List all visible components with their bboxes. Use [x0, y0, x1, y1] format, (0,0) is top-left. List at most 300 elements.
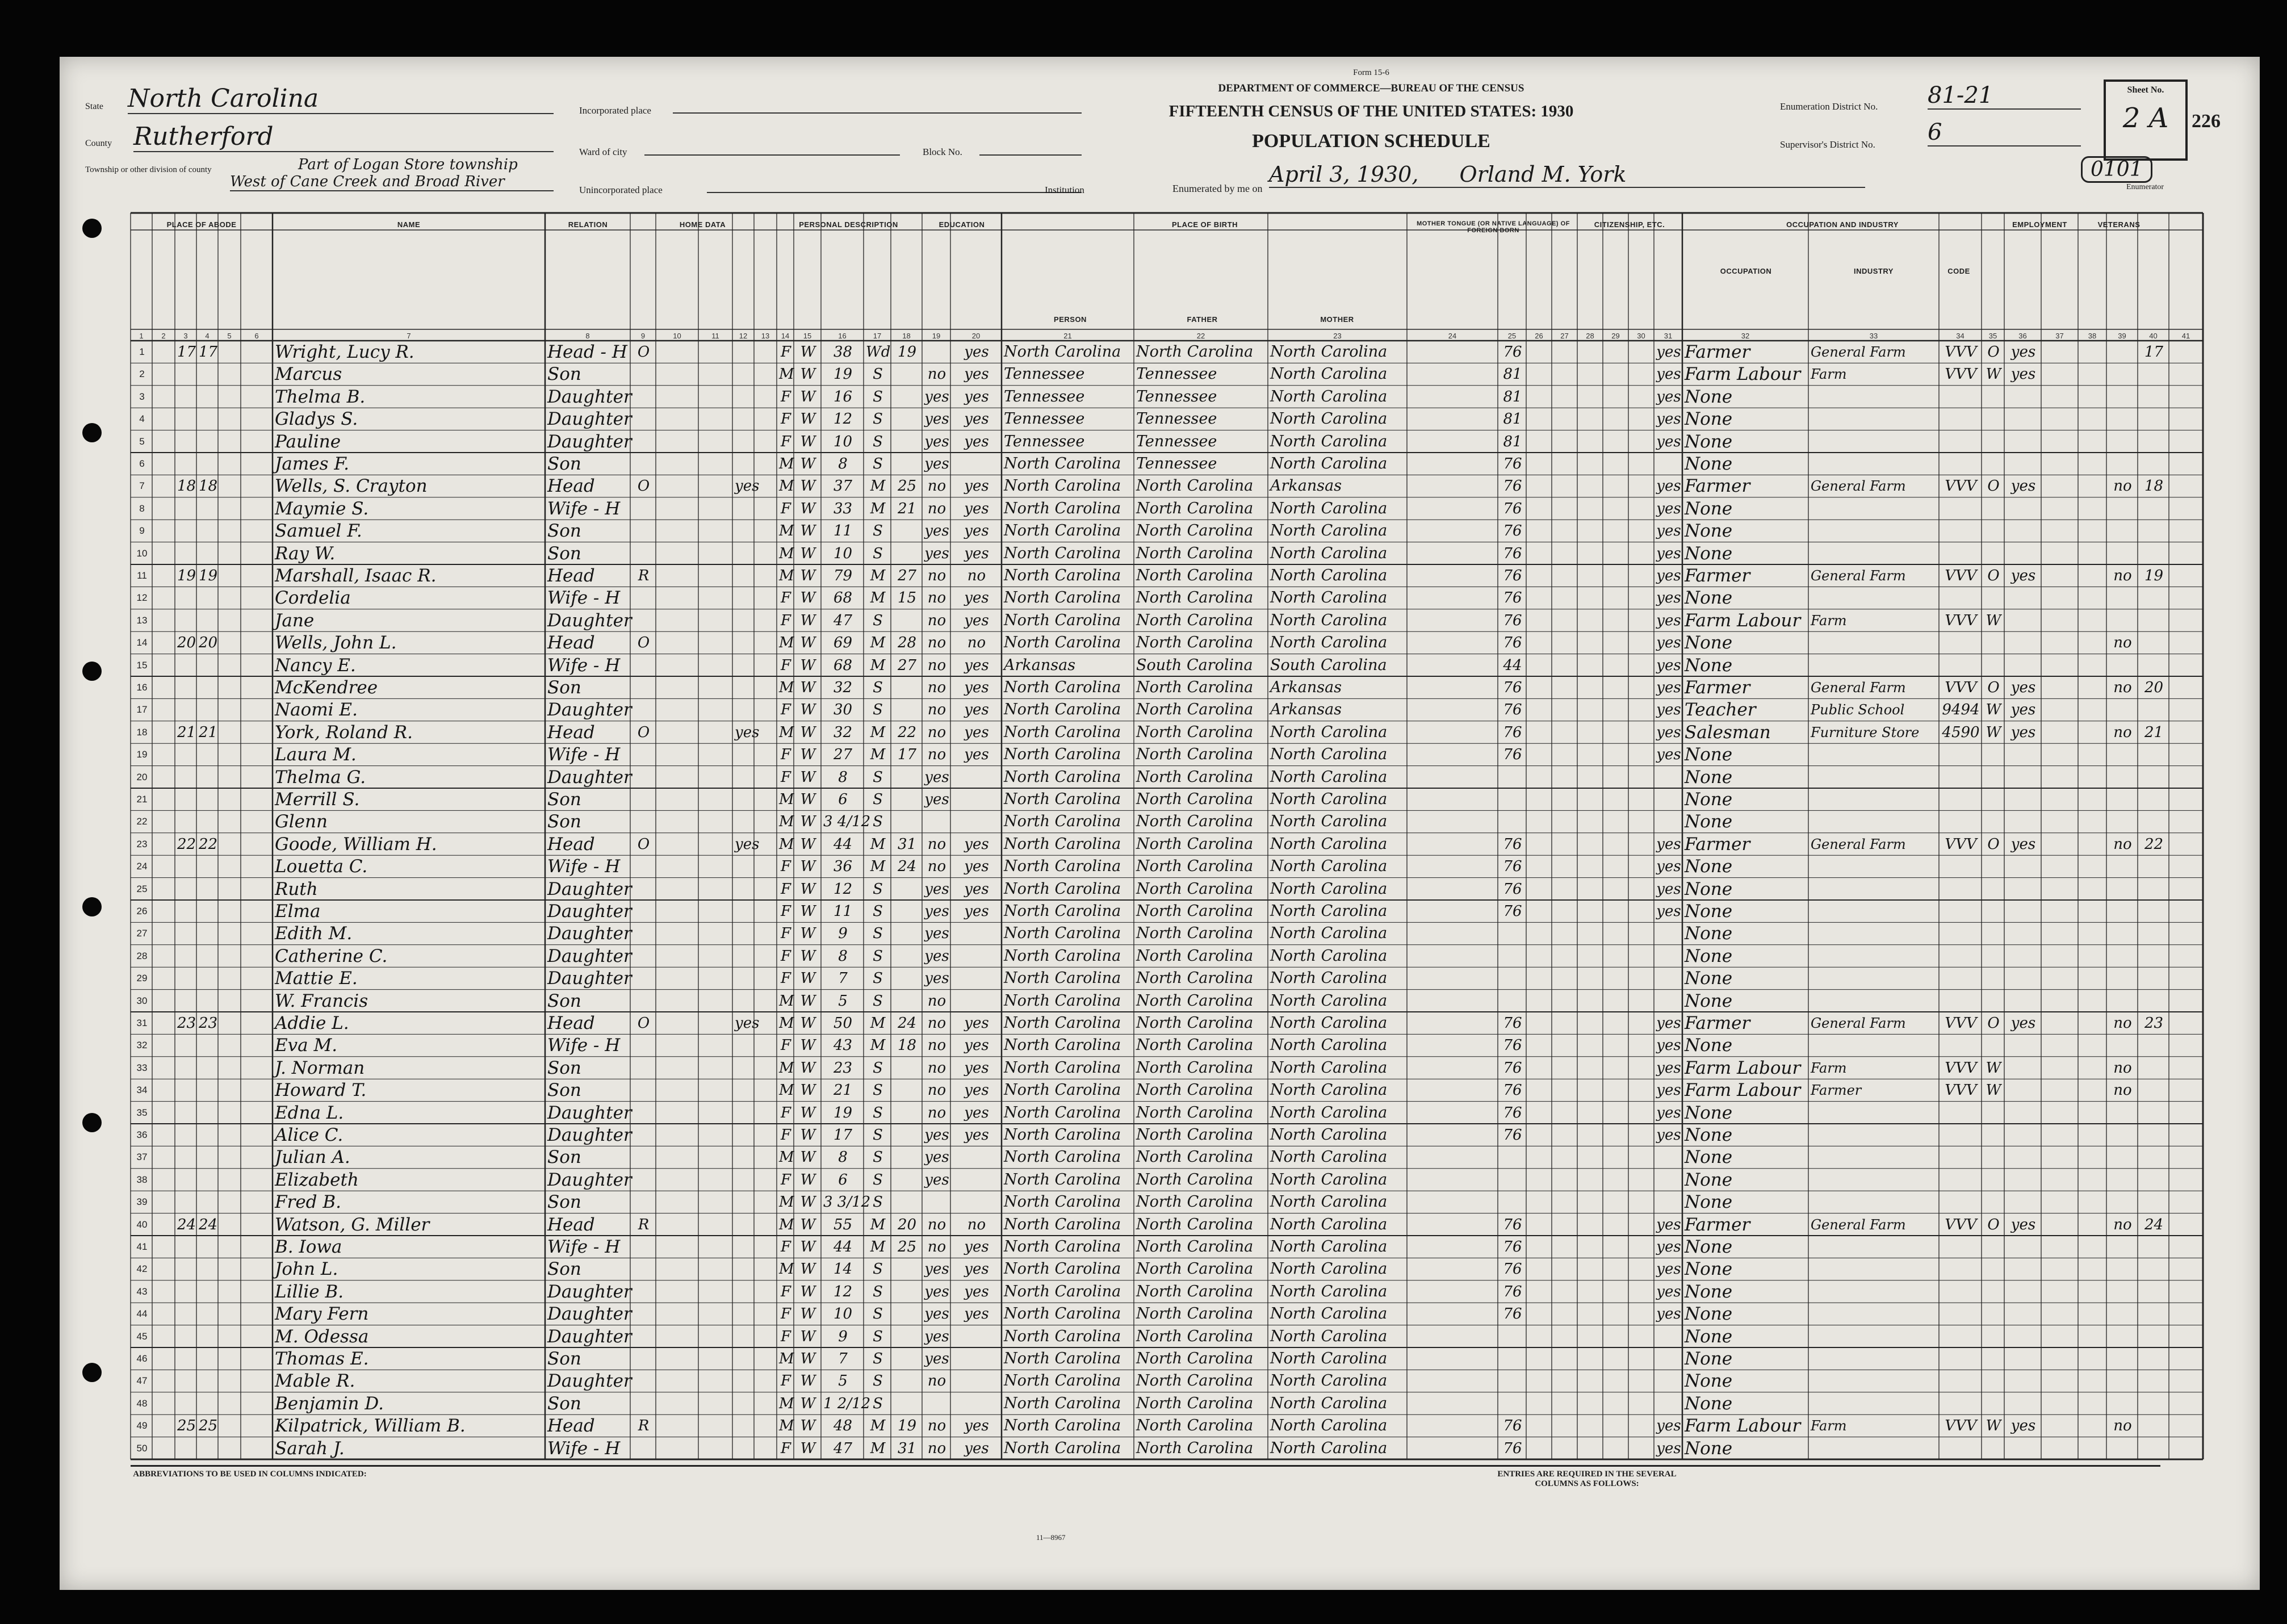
cell-rd: yes: [964, 1439, 989, 1457]
cell-fbp: North Carolina: [1136, 343, 1254, 361]
cell-mbp: North Carolina: [1270, 1439, 1388, 1457]
cell-race: W: [800, 1305, 816, 1323]
enumerator-suffix: Enumerator: [2126, 183, 2164, 191]
cell-occ: None: [1685, 968, 1733, 989]
corner-code: 0101: [2081, 156, 2152, 183]
cell-age: 1 2/12: [823, 1395, 871, 1412]
cell-occ: Farmer: [1685, 566, 1750, 586]
cell-race: W: [800, 1417, 816, 1435]
cell-mbp: North Carolina: [1270, 1327, 1388, 1345]
cell-n: 12: [136, 592, 148, 604]
cell-rel: Wife - H: [547, 856, 621, 877]
institution-label: Institution: [1045, 185, 1084, 195]
cell-fbp: North Carolina: [1136, 1327, 1254, 1345]
cell-eng: yes: [1656, 567, 1681, 584]
cell-fbp: North Carolina: [1136, 991, 1254, 1010]
cell-name: Lillie B.: [275, 1281, 344, 1302]
group-employment: EMPLOYMENT: [2012, 220, 2067, 229]
cell-cw: W: [1986, 723, 2001, 741]
cell-sex: F: [780, 1439, 791, 1457]
cell-rel: Daughter: [547, 386, 632, 407]
group-veterans: VETERANS: [2097, 220, 2141, 229]
cell-num: 24: [2144, 1216, 2164, 1233]
cell-sch: no: [927, 1372, 946, 1390]
cell-name: Glenn: [275, 811, 328, 832]
cell-bp: North Carolina: [1004, 1260, 1121, 1278]
cell-num: 18: [2144, 478, 2164, 495]
cell-sex: M: [779, 1149, 794, 1166]
cell-rd: yes: [964, 746, 989, 764]
cell-mbp: North Carolina: [1270, 343, 1388, 361]
cell-name: Eva M.: [275, 1035, 338, 1056]
cell-name: Gladys S.: [275, 409, 358, 430]
cell-rd: yes: [964, 903, 989, 920]
cell-sex: F: [780, 433, 791, 450]
cell-fbp: North Carolina: [1136, 857, 1254, 876]
cell-bp: North Carolina: [1004, 768, 1121, 786]
cell-name: Mattie E.: [275, 968, 358, 989]
cell-sch: yes: [924, 433, 949, 450]
cell-radio: yes: [735, 723, 760, 741]
cell-sch: no: [927, 701, 946, 719]
cell-race: W: [800, 567, 816, 584]
cell-sch: no: [927, 746, 946, 764]
cell-ind: Farm: [1811, 366, 1847, 383]
cell-race: W: [800, 813, 816, 831]
cell-ms: S: [873, 701, 883, 719]
punch-hole: [82, 897, 102, 916]
cell-rel: Son: [547, 1057, 581, 1078]
column-number: 38: [2088, 332, 2097, 340]
cell-n: 32: [136, 1040, 148, 1051]
cell-sex: M: [779, 1350, 794, 1367]
occ-header-code: CODE: [1947, 267, 1970, 275]
cell-name: Maymie S.: [275, 498, 369, 519]
cell-n: 46: [136, 1353, 148, 1364]
cell-rel: Daughter: [547, 923, 632, 944]
cell-n: 35: [136, 1107, 148, 1118]
sheet-value: 2 A: [2122, 102, 2169, 134]
cell-fbp: North Carolina: [1136, 924, 1254, 943]
cell-fbp: North Carolina: [1136, 1193, 1254, 1211]
cell-ind: Furniture Store: [1811, 724, 1920, 740]
cell-age: 30: [833, 701, 853, 719]
cell-race: W: [800, 1149, 816, 1166]
column-number: 24: [1448, 332, 1457, 340]
cell-race: W: [800, 366, 816, 383]
cell-ms: S: [873, 925, 883, 943]
cell-bp: North Carolina: [1004, 991, 1121, 1010]
cell-race: W: [800, 634, 816, 652]
cell-ms: Wd: [866, 344, 891, 361]
cell-n: 7: [139, 480, 145, 492]
cell-name: Ray W.: [275, 543, 336, 564]
cell-rel: Daughter: [547, 1102, 632, 1123]
cell-bp: North Carolina: [1004, 902, 1121, 920]
cell-eng: yes: [1656, 656, 1681, 674]
cell-mbp: North Carolina: [1270, 723, 1388, 741]
cell-name: Thelma B.: [275, 386, 366, 407]
cell-am: 22: [897, 723, 917, 741]
column-number: 17: [873, 332, 882, 340]
cell-sex: F: [780, 858, 791, 876]
ward-label: Ward of city: [579, 147, 627, 157]
cell-n: 49: [136, 1420, 148, 1432]
cell-emp: yes: [2010, 1417, 2036, 1435]
cell-sch: no: [927, 835, 946, 853]
cell-race: W: [800, 1283, 816, 1300]
cell-race: W: [800, 723, 816, 741]
cell-n: 40: [136, 1219, 148, 1230]
cell-mbp: North Carolina: [1270, 835, 1388, 853]
column-number: 29: [1611, 332, 1620, 340]
column-number: 16: [838, 332, 847, 340]
cell-rd: yes: [964, 545, 989, 562]
cell-mbp: North Carolina: [1270, 589, 1388, 607]
cell-mbp: Arkansas: [1270, 477, 1342, 495]
cell-bp: North Carolina: [1004, 1372, 1121, 1390]
cell-age: 47: [833, 1439, 853, 1457]
state-label: State: [85, 102, 103, 111]
cell-rel: Daughter: [547, 901, 632, 922]
occ-header-occupation: OCCUPATION: [1720, 267, 1772, 275]
cell-sex: F: [780, 1305, 791, 1323]
cell-dw: 24: [177, 1216, 196, 1233]
cell-bp: North Carolina: [1004, 1170, 1121, 1188]
cell-n: 18: [136, 726, 148, 738]
cell-age: 21: [833, 1082, 853, 1099]
column-number: 4: [205, 332, 210, 340]
cell-n: 34: [136, 1085, 148, 1096]
cell-ms: S: [873, 455, 883, 472]
column-number: 41: [2181, 332, 2190, 340]
cell-n: 50: [136, 1442, 148, 1454]
cell-name: Watson, G. Miller: [275, 1214, 430, 1235]
cell-fbp: North Carolina: [1136, 1170, 1254, 1188]
cell-age: 38: [833, 344, 853, 361]
cell-rel: Head: [547, 1013, 595, 1033]
cell-fbp: Tennessee: [1136, 410, 1217, 428]
cell-age: 6: [838, 791, 848, 808]
cell-occ: None: [1685, 1147, 1733, 1168]
cell-ms: S: [873, 388, 883, 405]
cell-occ: None: [1685, 878, 1733, 899]
cell-bp: North Carolina: [1004, 1305, 1121, 1323]
cell-bp: North Carolina: [1004, 499, 1121, 517]
cell-ind: General Farm: [1811, 478, 1906, 495]
cell-ms: S: [873, 1395, 883, 1412]
cell-bp: North Carolina: [1004, 1215, 1121, 1233]
cell-oc: VVV: [1945, 478, 1977, 495]
cell-n: 41: [136, 1241, 148, 1252]
cell-ind: General Farm: [1811, 568, 1906, 584]
cell-mbp: North Carolina: [1270, 1282, 1388, 1300]
cell-emp: yes: [2010, 723, 2036, 741]
cell-eng: yes: [1656, 366, 1681, 383]
cell-race: W: [800, 1082, 816, 1099]
cell-code: 81: [1503, 388, 1522, 405]
group-name: NAME: [397, 220, 421, 229]
cell-fbp: North Carolina: [1136, 1081, 1254, 1099]
cell-am: 31: [897, 1439, 917, 1457]
cell-fbp: Tennessee: [1136, 365, 1217, 383]
cell-race: W: [800, 679, 816, 696]
cell-n: 23: [136, 838, 148, 849]
cell-mbp: North Carolina: [1270, 410, 1388, 428]
cell-rel: Wife - H: [547, 1438, 621, 1459]
cell-age: 8: [838, 455, 848, 472]
cell-code: 76: [1503, 1305, 1522, 1323]
cell-rel: Daughter: [547, 700, 632, 721]
cell-sex: M: [779, 679, 794, 696]
cell-occ: None: [1685, 655, 1733, 676]
cell-bp: North Carolina: [1004, 567, 1121, 584]
cell-mbp: North Carolina: [1270, 634, 1388, 652]
cell-n: 19: [136, 749, 148, 760]
cell-rel: Son: [547, 1349, 581, 1369]
cell-fbp: North Carolina: [1136, 589, 1254, 607]
cell-rd: yes: [964, 1037, 989, 1054]
township-line-2: West of Cane Creek and Broad River: [230, 173, 554, 191]
cell-rel: Son: [547, 454, 581, 474]
cell-sex: M: [779, 791, 794, 808]
cell-fbp: North Carolina: [1136, 1148, 1254, 1166]
cell-bp: North Carolina: [1004, 947, 1121, 965]
enumerated-date: April 3, 1930,: [1269, 162, 1419, 187]
cell-race: W: [800, 1350, 816, 1367]
cell-rd: yes: [964, 1082, 989, 1099]
cell-n: 11: [137, 570, 147, 581]
group-relation: RELATION: [568, 220, 608, 229]
cell-age: 11: [833, 903, 853, 920]
cell-n: 47: [136, 1375, 148, 1387]
cell-rel: Head: [547, 722, 595, 743]
cell-mbp: North Carolina: [1270, 1305, 1388, 1323]
cell-mbp: North Carolina: [1270, 768, 1388, 786]
cell-sch: yes: [924, 388, 949, 405]
cell-occ: None: [1685, 1281, 1733, 1302]
cell-age: 68: [833, 656, 853, 674]
cell-sex: M: [779, 522, 794, 540]
cell-sex: M: [779, 1261, 794, 1278]
cell-mbp: North Carolina: [1270, 1058, 1388, 1077]
cell-bp: North Carolina: [1004, 1350, 1121, 1367]
cell-mbp: North Carolina: [1270, 1148, 1388, 1166]
cell-mbp: North Carolina: [1270, 455, 1388, 472]
cell-occ: Farmer: [1685, 1214, 1750, 1235]
cell-sex: F: [780, 656, 791, 674]
cell-name: Thelma G.: [275, 767, 366, 788]
column-number: 35: [1988, 332, 1997, 340]
cell-bp: North Carolina: [1004, 1439, 1121, 1457]
cell-name: M. Odessa: [275, 1326, 369, 1347]
cell-rel: Wife - H: [547, 655, 621, 676]
cell-n: 21: [136, 794, 148, 805]
cell-name: Elizabeth: [275, 1169, 359, 1190]
census-sheet: [60, 57, 2260, 1590]
cell-age: 12: [833, 1283, 853, 1300]
cell-bp: North Carolina: [1004, 544, 1121, 562]
cell-name: John L.: [275, 1259, 338, 1280]
column-number: 30: [1637, 332, 1645, 340]
cell-rel: Son: [547, 1147, 581, 1168]
cell-occ: None: [1685, 1438, 1733, 1459]
cell-sch: yes: [924, 455, 949, 472]
cell-sex: F: [780, 388, 791, 405]
cell-age: 68: [833, 589, 853, 607]
cell-code: 44: [1503, 656, 1522, 674]
cell-race: W: [800, 1171, 816, 1188]
cell-fbp: North Carolina: [1136, 768, 1254, 786]
birth-header-father: FATHER: [1187, 315, 1218, 324]
cell-eng: yes: [1656, 1104, 1681, 1121]
cell-rel: Head: [547, 476, 595, 497]
cell-age: 5: [838, 992, 848, 1010]
cell-ms: S: [873, 947, 883, 965]
cell-cw: O: [1987, 567, 2000, 584]
cell-rel: Head: [547, 566, 595, 586]
cell-n: 30: [136, 995, 148, 1006]
cell-occ: Farm Labour: [1685, 610, 1801, 631]
cell-age: 23: [833, 1059, 853, 1077]
cell-age: 32: [833, 679, 853, 696]
cell-occ: None: [1685, 811, 1733, 832]
cell-name: Addie L.: [275, 1013, 349, 1033]
cell-eng: yes: [1656, 1238, 1681, 1255]
column-number: 5: [227, 332, 232, 340]
cell-fbp: North Carolina: [1136, 1305, 1254, 1323]
cell-mbp: North Carolina: [1270, 1350, 1388, 1367]
cell-ind: Farm: [1811, 612, 1847, 629]
cell-age: 8: [838, 768, 848, 786]
cell-name: Wells, S. Crayton: [275, 476, 428, 497]
column-number: 20: [971, 332, 981, 340]
cell-bp: North Carolina: [1004, 924, 1121, 943]
cell-age: 79: [833, 567, 853, 584]
cell-n: 31: [136, 1018, 148, 1028]
cell-race: W: [800, 388, 816, 405]
cell-age: 7: [838, 970, 848, 987]
cell-am: 20: [897, 1216, 917, 1233]
cell-name: Catherine C.: [275, 945, 388, 966]
cell-race: W: [800, 433, 816, 450]
cell-sch: yes: [924, 791, 949, 808]
cell-vet: no: [2113, 1059, 2132, 1077]
cell-name: Ruth: [275, 878, 318, 899]
cell-oc: VVV: [1945, 1417, 1977, 1435]
cell-ms: M: [870, 567, 886, 584]
cell-ms: S: [873, 1082, 883, 1099]
cell-oc: VVV: [1945, 679, 1977, 696]
cell-code: 76: [1503, 634, 1522, 652]
cell-bp: North Carolina: [1004, 1081, 1121, 1099]
cell-race: W: [800, 1037, 816, 1054]
cell-age: 9: [838, 1328, 848, 1345]
cell-fbp: North Carolina: [1136, 1126, 1254, 1144]
cell-fbp: North Carolina: [1136, 611, 1254, 629]
cell-fbp: Tennessee: [1136, 455, 1217, 472]
cell-fbp: North Carolina: [1136, 499, 1254, 517]
cell-rd: yes: [964, 835, 989, 853]
cell-eng: yes: [1656, 1283, 1681, 1300]
cell-mbp: North Carolina: [1270, 880, 1388, 898]
cell-n: 10: [136, 547, 148, 559]
cell-bp: North Carolina: [1004, 835, 1121, 853]
cell-sex: F: [780, 903, 791, 920]
cell-eng: yes: [1656, 903, 1681, 920]
cell-emp: yes: [2010, 679, 2036, 696]
cell-bp: North Carolina: [1004, 813, 1121, 831]
cell-name: York, Roland R.: [275, 722, 413, 743]
cell-ms: M: [870, 478, 886, 495]
cell-fam: 21: [199, 723, 218, 741]
cell-oc: VVV: [1945, 835, 1977, 853]
cell-oc: VVV: [1945, 344, 1977, 361]
cell-rd: yes: [964, 366, 989, 383]
cell-fbp: North Carolina: [1136, 947, 1254, 965]
cell-sch: yes: [924, 1127, 949, 1144]
cell-code: 81: [1503, 366, 1522, 383]
cell-age: 47: [833, 612, 853, 629]
cell-dw: 25: [177, 1417, 196, 1435]
cell-code: 76: [1503, 1104, 1522, 1121]
cell-fam: 17: [199, 344, 218, 361]
unincorporated-label: Unincorporated place: [579, 185, 663, 195]
county-value: Rutherford: [133, 122, 554, 152]
cell-sex: F: [780, 880, 791, 898]
cell-emp: yes: [2010, 478, 2036, 495]
cell-emp: yes: [2010, 1216, 2036, 1233]
cell-mbp: North Carolina: [1270, 611, 1388, 629]
cell-sch: no: [927, 656, 946, 674]
column-number: 34: [1956, 332, 1965, 340]
cell-code: 76: [1503, 1238, 1522, 1255]
occ-header-industry: INDUSTRY: [1854, 267, 1894, 275]
column-number: 27: [1560, 332, 1569, 340]
cell-age: 7: [838, 1350, 848, 1367]
cell-race: W: [800, 1216, 816, 1233]
cell-vet: no: [2113, 567, 2132, 584]
cell-occ: None: [1685, 1349, 1733, 1369]
cell-code: 76: [1503, 701, 1522, 719]
cell-ms: M: [870, 589, 886, 607]
cell-sex: M: [779, 478, 794, 495]
cell-occ: Farm Labour: [1685, 1080, 1801, 1101]
cell-occ: None: [1685, 498, 1733, 519]
cell-race: W: [800, 880, 816, 898]
cell-name: Marshall, Isaac R.: [275, 566, 437, 586]
cell-age: 37: [833, 478, 853, 495]
cell-sex: F: [780, 1328, 791, 1345]
cell-race: W: [800, 1104, 816, 1121]
column-number: 11: [711, 332, 719, 340]
cell-rd: yes: [964, 522, 989, 540]
cell-race: W: [800, 411, 816, 428]
cell-fbp: North Carolina: [1136, 634, 1254, 652]
cell-oc: VVV: [1945, 1082, 1977, 1099]
cell-eng: yes: [1656, 1082, 1681, 1099]
cell-rd: yes: [964, 478, 989, 495]
cell-rel: Daughter: [547, 968, 632, 989]
cell-sex: F: [780, 925, 791, 943]
cell-ms: S: [873, 1149, 883, 1166]
column-number: 2: [161, 332, 166, 340]
punch-hole: [82, 219, 102, 238]
cell-cw: W: [1986, 612, 2001, 629]
cell-sch: no: [927, 366, 946, 383]
abbrev-title: ABBREVIATIONS TO BE USED IN COLUMNS INDICATED:: [133, 1470, 367, 1479]
cell-num: 21: [2144, 723, 2164, 741]
